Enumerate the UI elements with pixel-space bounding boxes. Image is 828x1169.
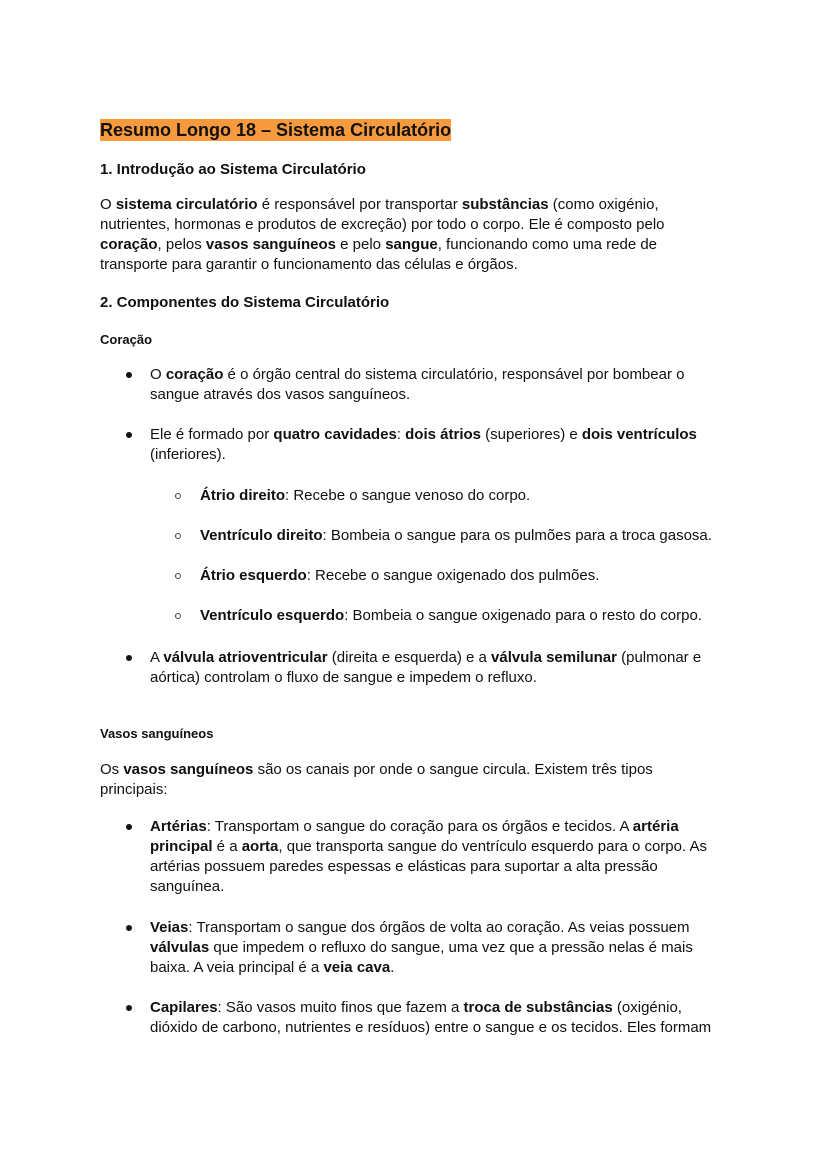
text-run: (pulmonar e xyxy=(616,649,702,666)
bullet-line xyxy=(150,648,701,668)
bullet-line xyxy=(150,998,682,1018)
text-run: (oxigénio, xyxy=(612,999,682,1016)
sub-bullet-circle xyxy=(175,613,181,619)
text-run: O xyxy=(150,366,166,383)
text-run: aórtica) controlam o fluxo de sangue e impedem o refluxo. xyxy=(150,669,537,686)
sub-bullet-line xyxy=(200,606,702,626)
bullet-line xyxy=(150,445,226,465)
bullet-line xyxy=(150,365,684,385)
bold-text: veia cava xyxy=(323,959,391,976)
text-run: : Transportam o sangue do coração para os órgãos e tecidos. A xyxy=(206,818,633,835)
text-run: : Bombeia o sangue oxigenado para o resto do corpo. xyxy=(344,607,702,624)
bold-text: vasos sanguíneos xyxy=(123,761,254,778)
bold-text: principal xyxy=(150,838,213,855)
bullet-line xyxy=(150,837,707,857)
sub-bullet-line xyxy=(200,566,599,586)
bold-text: Ventrículo direito xyxy=(200,527,323,544)
text-run: sanguínea. xyxy=(150,878,225,895)
text-run: . xyxy=(390,959,395,976)
text-run: , pelos xyxy=(157,236,206,253)
text-run: baixa. A veia principal é a xyxy=(150,959,324,976)
title-highlight: Resumo Longo 18 – Sistema Circulatório xyxy=(100,120,452,140)
text-run: A xyxy=(150,649,164,666)
bold-text: aorta xyxy=(241,838,279,855)
text-run: (superiores) e xyxy=(481,426,582,443)
text-run: (inferiores). xyxy=(150,446,226,463)
bullet-line xyxy=(150,918,690,938)
paragraph-line xyxy=(100,235,657,255)
text-run: : Recebe o sangue venoso do corpo. xyxy=(285,487,531,504)
bold-text: Capilares xyxy=(150,999,218,1016)
bold-text: quatro cavidades xyxy=(273,426,397,443)
bullet-line xyxy=(150,668,537,688)
bullet-dot xyxy=(126,1005,132,1011)
bullet-line xyxy=(150,938,693,958)
sub-bullet-circle xyxy=(175,573,181,579)
text-run: artérias possuem paredes espessas e elásticas para suportar a alta pressão xyxy=(150,858,658,875)
bullet-dot xyxy=(126,655,132,661)
bold-text: vasos sanguíneos xyxy=(205,236,336,253)
bold-text: válvula semilunar xyxy=(491,649,617,666)
paragraph-line xyxy=(100,195,659,215)
bold-text: coração xyxy=(100,236,158,253)
sub-bullet-line xyxy=(200,526,712,546)
text-run: dióxido de carbono, nutrientes e resíduos) entre o sangue e os tecidos. Eles formam xyxy=(150,1019,712,1036)
bold-text: Artérias xyxy=(150,818,207,835)
bullet-dot xyxy=(126,372,132,378)
text-run: : xyxy=(396,426,406,443)
subheading-vessels: Vasos sanguíneos xyxy=(100,726,214,741)
bold-text: Veias xyxy=(150,919,189,936)
bold-text: Ventrículo esquerdo xyxy=(200,607,345,624)
bullet-dot xyxy=(126,432,132,438)
bullet-line xyxy=(150,958,394,978)
bold-text: válvula atrioventricular xyxy=(163,649,328,666)
text-run: principais: xyxy=(100,781,168,798)
sub-bullet-circle xyxy=(175,493,181,499)
text-run: é a xyxy=(212,838,242,855)
text-run: que impedem o refluxo do sangue, uma vez que a pressão nelas é mais xyxy=(209,939,693,956)
bullet-dot xyxy=(126,925,132,931)
bullet-line xyxy=(150,857,658,877)
text-run: sangue através dos vasos sanguíneos. xyxy=(150,386,411,403)
text-run: : Transportam o sangue dos órgãos de volta ao coração. As veias possuem xyxy=(188,919,690,936)
text-run: (direita e esquerda) e a xyxy=(327,649,492,666)
bullet-line xyxy=(150,385,410,405)
paragraph-line xyxy=(100,215,665,235)
text-run: Os xyxy=(100,761,124,778)
text-run: (como oxigénio, xyxy=(548,196,659,213)
bold-text: artéria xyxy=(632,818,679,835)
document-title xyxy=(100,118,451,142)
bullet-line xyxy=(150,425,697,445)
paragraph-line xyxy=(100,780,168,800)
bullet-line xyxy=(150,877,224,897)
sub-bullet-line xyxy=(200,486,530,506)
bold-text: troca de substâncias xyxy=(463,999,613,1016)
bullet-dot xyxy=(126,824,132,830)
text-run: são os canais por onde o sangue circula. Existem três tipos xyxy=(253,761,653,778)
text-run: : Bombeia o sangue para os pulmões para a troca gasosa. xyxy=(322,527,712,544)
bold-text: coração xyxy=(165,366,224,383)
text-run: : Recebe o sangue oxigenado dos pulmões. xyxy=(306,567,600,584)
text-run: é o órgão central do sistema circulatório, responsável por bombear o xyxy=(223,366,685,383)
subheading-heart: Coração xyxy=(100,332,153,347)
text-run: e pelo xyxy=(335,236,386,253)
text-run: : São vasos muito finos que fazem a xyxy=(217,999,464,1016)
bold-text: sangue xyxy=(385,236,438,253)
paragraph-line xyxy=(100,760,653,780)
section-2-heading: 2. Componentes do Sistema Circulatório xyxy=(100,294,390,311)
bullet-line xyxy=(150,817,679,837)
bold-text: válvulas xyxy=(150,939,210,956)
paragraph-line xyxy=(100,255,518,275)
text-run: O xyxy=(100,196,116,213)
bold-text: dois ventrículos xyxy=(581,426,697,443)
bold-text: dois átrios xyxy=(405,426,481,443)
bold-text: substâncias xyxy=(461,196,549,213)
text-run: Ele é formado por xyxy=(150,426,274,443)
bold-text: sistema circulatório xyxy=(115,196,258,213)
text-run: , que transporta sangue do ventrículo esquerdo para o corpo. As xyxy=(278,838,708,855)
bold-text: Átrio direito xyxy=(200,487,285,504)
sub-bullet-circle xyxy=(175,533,181,539)
text-run: é responsável por transportar xyxy=(257,196,462,213)
text-run: , funcionando como uma rede de xyxy=(437,236,658,253)
text-run: transporte para garantir o funcionamento das células e órgãos. xyxy=(100,256,518,273)
bold-text: Átrio esquerdo xyxy=(200,567,307,584)
section-1-heading: 1. Introdução ao Sistema Circulatório xyxy=(100,161,366,178)
text-run: nutrientes, hormonas e produtos de excreção) por todo o corpo. Ele é composto pelo xyxy=(100,216,665,233)
bullet-line xyxy=(150,1018,711,1038)
